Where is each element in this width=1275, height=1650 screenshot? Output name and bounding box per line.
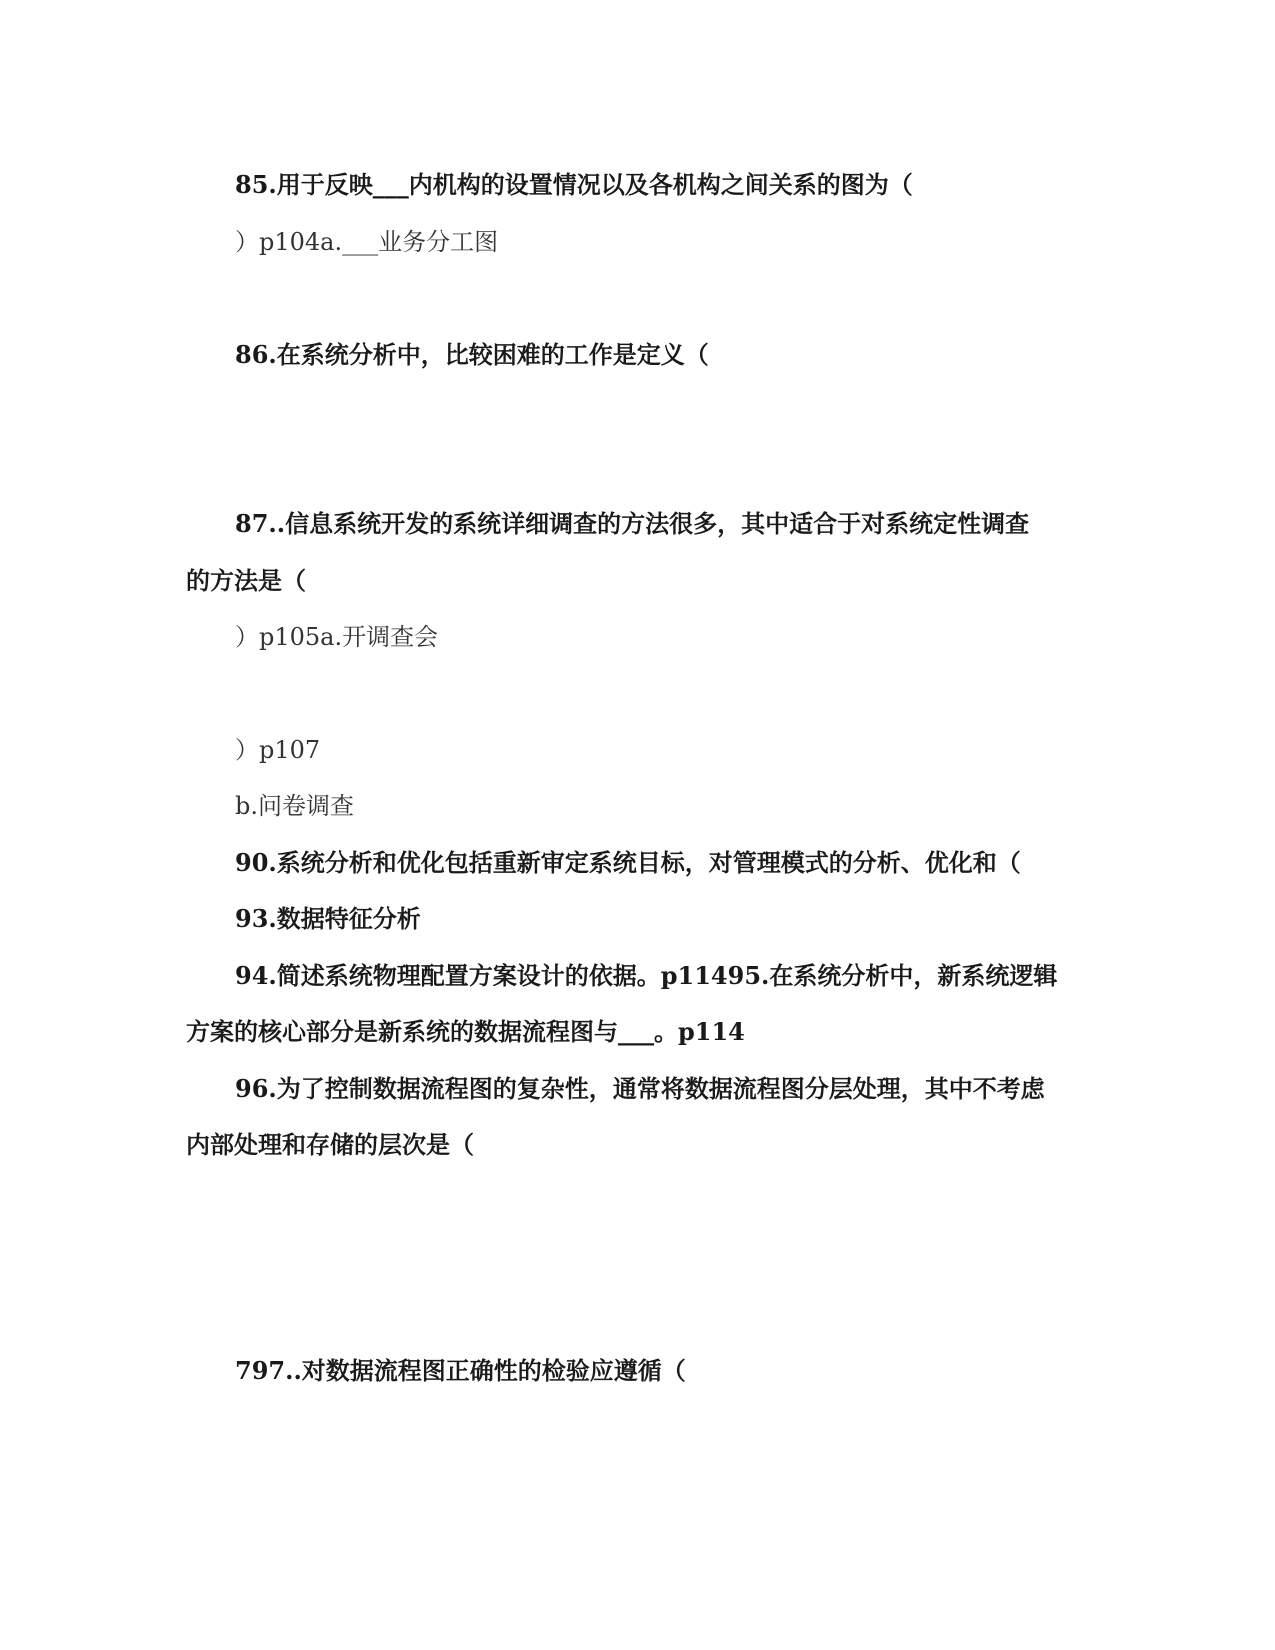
question-86: 86.在系统分析中，比较困难的工作是定义（ [235, 340, 709, 369]
question-797: 797..对数据流程图正确性的检验应遵循（ [235, 1356, 686, 1385]
page-reference-p107: ）p107 [235, 736, 321, 764]
question-90: 90.系统分析和优化包括重新审定系统目标，对管理模式的分析、优化和（ [235, 848, 1021, 877]
question-96-line-2: 内部处理和存储的层次是（ [186, 1130, 474, 1159]
question-94-line-2: 方案的核心部分是新系统的数据流程图与___。p114 [186, 1017, 745, 1046]
option-b: b.问卷调查 [235, 792, 354, 820]
question-93: 93.数据特征分析 [235, 904, 421, 933]
question-85-line-1: 85.用于反映___内机构的设置情况以及各机构之间关系的图为（ [235, 170, 913, 199]
question-85-line-2: ）p104a.___业务分工图 [235, 228, 499, 256]
question-96-line-1: 96.为了控制数据流程图的复杂性，通常将数据流程图分层处理，其中不考虑 [235, 1074, 1045, 1103]
question-87-line-1: 87..信息系统开发的系统详细调查的方法很多，其中适合于对系统定性调查 [235, 509, 1030, 538]
question-94-line-1: 94.简述系统物理配置方案设计的依据。p11495.在系统分析中，新系统逻辑 [235, 961, 1058, 990]
question-87-line-2: 的方法是（ [186, 566, 306, 595]
question-87-line-3: ）p105a.开调查会 [235, 623, 439, 651]
